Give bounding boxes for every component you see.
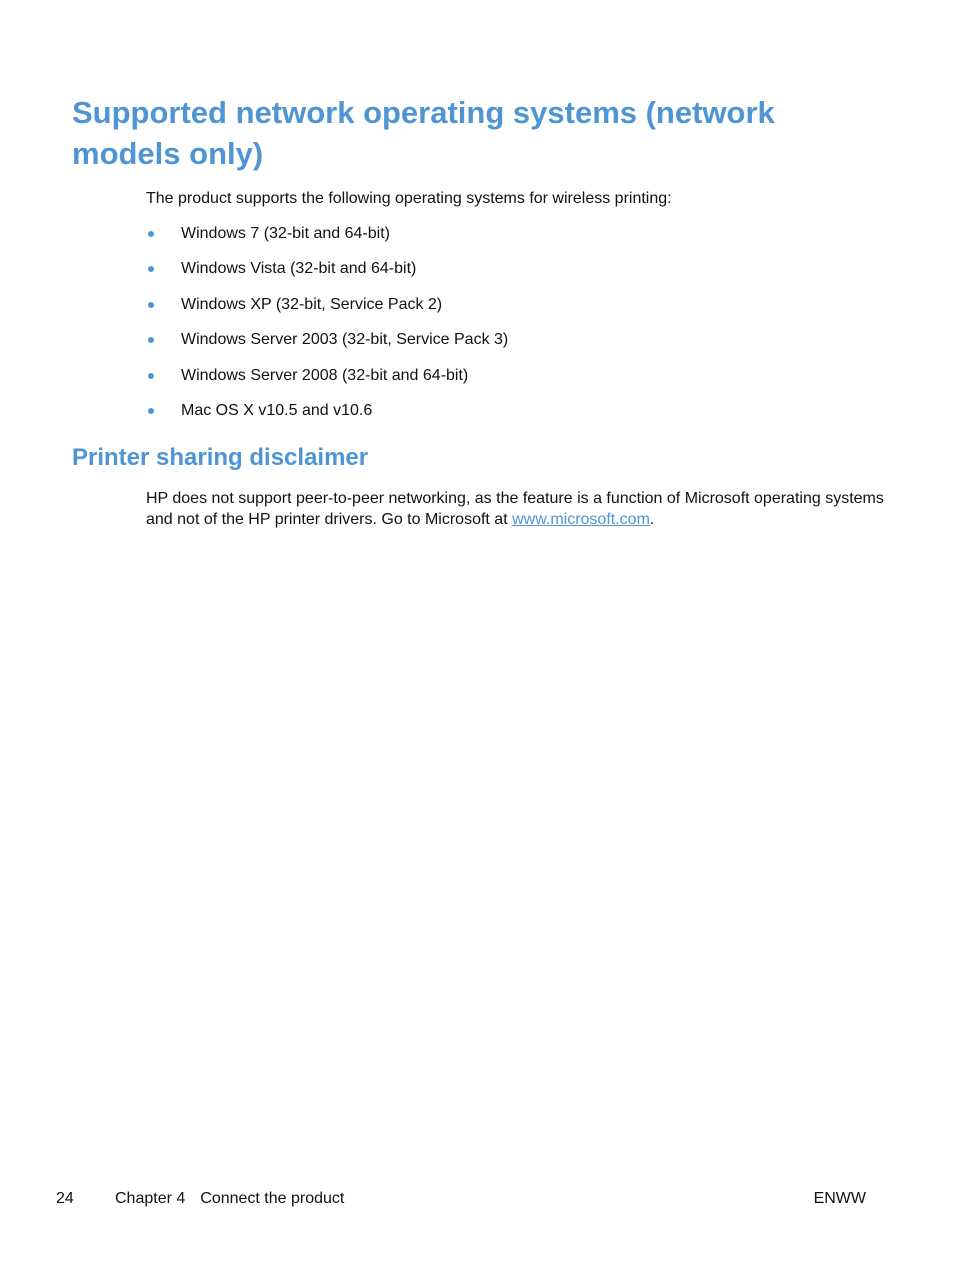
disclaimer-line-2-prefix: and not of the HP printer drivers. Go to Microsoft at (146, 511, 513, 528)
bullet-icon (148, 266, 154, 272)
list-item-text: Windows 7 (32-bit and 64-bit) (181, 225, 390, 242)
list-item (146, 223, 508, 258)
intro-text: The product supports the following operating systems for wireless printing: (146, 190, 672, 207)
page-heading: Supported network operating systems (network models only) (72, 95, 775, 171)
bullet-icon (148, 231, 154, 237)
chapter-title: Connect the product (200, 1190, 345, 1207)
microsoft-link[interactable]: www.microsoft.com (512, 511, 650, 528)
list-item (146, 400, 508, 435)
page-number: 24 (56, 1190, 74, 1207)
bullet-icon (148, 373, 154, 379)
list-item-text: Windows Vista (32-bit and 64-bit) (181, 260, 417, 278)
section-heading: Printer sharing disclaimer (72, 444, 369, 471)
list-item (146, 258, 508, 293)
list-item-text: Mac OS X v10.5 and v10.6 (181, 401, 373, 419)
bullet-icon (148, 302, 154, 308)
list-item-text: Windows XP (32-bit, Service Pack 2) (181, 295, 443, 313)
footer-code: ENWW (813, 1190, 866, 1207)
bullet-icon (148, 408, 154, 414)
list-item-text: Windows Server 2008 (32-bit and 64-bit) (181, 366, 469, 384)
disclaimer-line-1: HP does not support peer-to-peer networking, as the feature is a function of Microsoft operating systems (146, 490, 884, 507)
list-item-text: Windows Server 2003 (32-bit, Service Pack 3) (181, 331, 509, 349)
disclaimer-line-2-suffix: . (649, 511, 655, 528)
chapter-number: Chapter 4 (115, 1190, 186, 1207)
os-list (146, 223, 508, 435)
disclaimer-line-2 (146, 509, 866, 530)
footer-chapter (115, 1188, 344, 1210)
list-item (146, 294, 508, 329)
list-item (146, 365, 508, 400)
bullet-icon (148, 337, 154, 343)
disclaimer-paragraph (146, 488, 884, 530)
list-item (146, 329, 508, 364)
